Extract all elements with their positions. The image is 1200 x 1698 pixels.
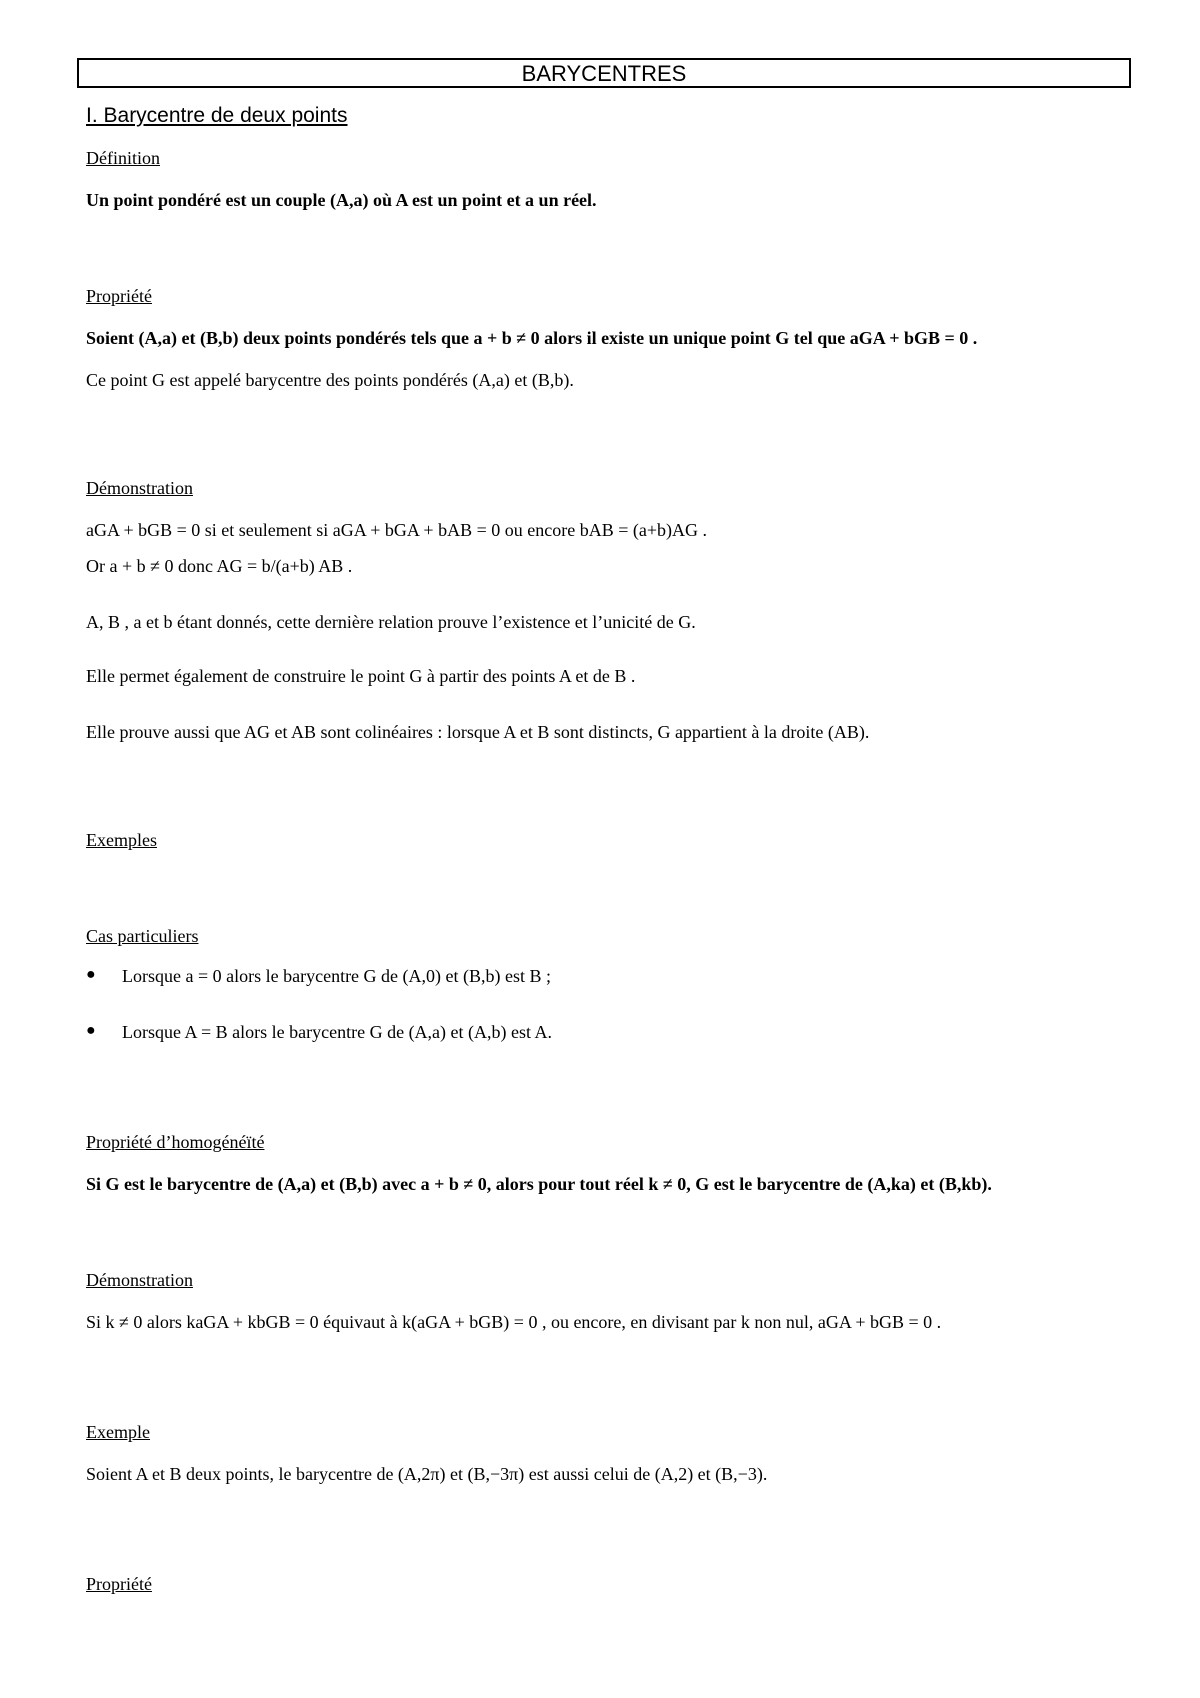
homogeneity-text: Si G est le barycentre de (A,a) et (B,b) avec a + b ≠ 0, alors pour tout réel k ≠ 0, G est le barycentre de (A,ka) et (B,kb). <box>86 1174 992 1194</box>
demonstration-label: Démonstration <box>86 1270 193 1290</box>
demonstration-line: aGA + bGB = 0 si et seulement si aGA + bGA + bAB = 0 ou encore bAB = (a+b)AG . <box>86 520 707 540</box>
demonstration-line: A, B , a et b étant donnés, cette dernière relation prouve l’existence et l’unicité de G. <box>86 612 696 632</box>
page-title: BARYCENTRES <box>77 58 1131 88</box>
demonstration-text: Si k ≠ 0 alors kaGA + kbGB = 0 équivaut à k(aGA + bGB) = 0 , ou encore, en divisant par k non nul, aGA + bGB = 0 . <box>86 1312 942 1332</box>
list-item: Lorsque a = 0 alors le barycentre G de (A,0) et (B,b) est B ; <box>122 966 552 986</box>
demonstration-line: Elle permet également de construire le point G à partir des points A et de B . <box>86 666 636 686</box>
example-label: Exemple <box>86 1422 150 1442</box>
property-label: Propriété <box>86 1574 152 1594</box>
property-text-2: Ce point G est appelé barycentre des points pondérés (A,a) et (B,b). <box>86 370 574 390</box>
definition-text: Un point pondéré est un couple (A,a) où A est un point et a un réel. <box>86 190 597 210</box>
list-item: Lorsque A = B alors le barycentre G de (A,a) et (A,b) est A. <box>122 1022 553 1042</box>
demonstration-line: Elle prouve aussi que AG et AB sont colinéaires : lorsque A et B sont distincts, G appartient à la droite (AB). <box>86 722 870 742</box>
property-label: Propriété <box>86 286 152 306</box>
examples-label: Exemples <box>86 830 157 850</box>
bullet-icon: ● <box>86 966 96 983</box>
property-text: Soient (A,a) et (B,b) deux points pondérés tels que a + b ≠ 0 alors il existe un unique point G tel que aGA + bGB = 0 . <box>86 328 978 348</box>
definition-label: Définition <box>86 148 160 168</box>
homogeneity-label: Propriété d’homogénéïté <box>86 1132 265 1152</box>
special-cases-label: Cas particuliers <box>86 926 199 946</box>
section-heading: I. Barycentre de deux points <box>86 104 348 127</box>
bullet-icon: ● <box>86 1022 96 1039</box>
demonstration-label: Démonstration <box>86 478 193 498</box>
demonstration-line: Or a + b ≠ 0 donc AG = b/(a+b) AB . <box>86 556 353 576</box>
example-text: Soient A et B deux points, le barycentre de (A,2π) et (B,−3π) est aussi celui de (A,2) et (B,−3). <box>86 1464 768 1484</box>
